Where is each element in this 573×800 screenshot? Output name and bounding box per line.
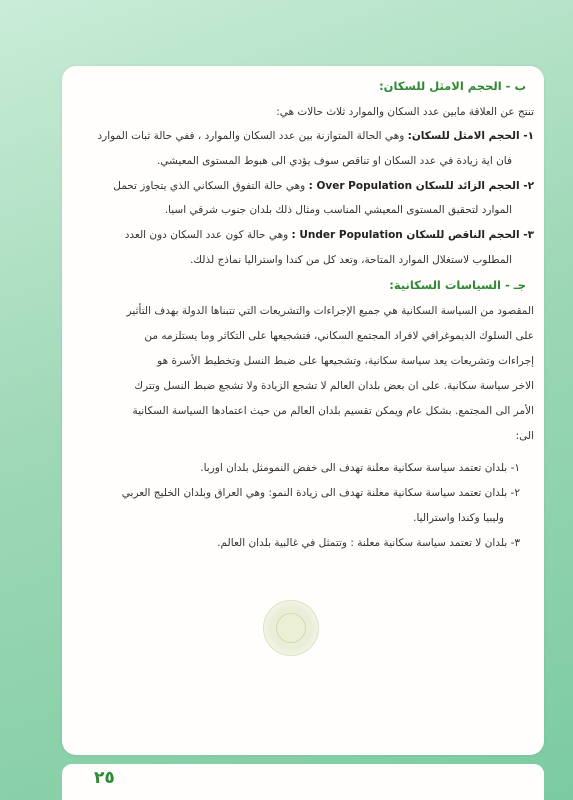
paragraph-line: الأمر الى المجتمع. بشكل عام ويمكن تقسيم بلدان العالم من حيث اعتمادها السياسة السكانية	[132, 405, 534, 417]
list-item-c2: ٢- بلدان تعتمد سياسة سكانية معلنة تهدف الى زيادة النمو: وهي العراق وبلدان الخليج العربي	[121, 487, 520, 499]
seal-inner-ring	[276, 613, 306, 643]
paragraph-line: الى:	[515, 430, 534, 442]
list-item-b1-text: وهي الحالة المتوازنة بين عدد السكان والموارد ، ففي حالة ثبات الموارد	[97, 130, 408, 142]
section-c-heading: جـ - السياسات السكانية:	[389, 278, 526, 292]
section-b-intro: تنتج عن العلاقة مابين عدد السكان والموارد ثلاث حالات هي:	[276, 106, 534, 118]
list-item-b3-line2: المطلوب لاستغلال الموارد المتاحة، وتعد كل من كندا واستراليا نماذج لذلك.	[190, 254, 512, 266]
list-item-b2-lead: ٢- الحجم الزائد للسكان Over Population :	[308, 180, 534, 192]
page-footer	[62, 764, 544, 800]
list-item-b2-line2: الموارد لتحقيق المستوى المعيشي المناسب ومثال ذلك بلدان جنوب شرقي اسيا.	[164, 204, 512, 216]
list-item-c2-cont: وليبيا وكندا واستراليا.	[413, 512, 504, 524]
paragraph-line: المقصود من السياسة السكانية هي جميع الإجراءات والتشريعات التي تتبناها الدولة بهدف التأثير	[126, 305, 534, 317]
paragraph-line: إجراءات وتشريعات يعد سياسة سكانية، وتشجيعها على ضبط النسل وتخطيط الأسرة هو	[157, 355, 534, 367]
list-item-b1-line1	[72, 124, 534, 149]
list-item-b3-line1	[72, 223, 534, 248]
list-item-c3: ٣- بلدان لا تعتمد سياسة سكانية معلنة : وتتمثل في غالبية بلدان العالم.	[217, 537, 520, 549]
paragraph-line: الاخر سياسة سكانية. على ان بعض بلدان العالم لا تشجع الزيادة ولا تشجع ضبط النسل وتترك	[134, 380, 534, 392]
list-item-b2-text: وهي حالة التفوق السكاني الذي يتجاوز تحمل	[113, 180, 309, 192]
list-item-b3-text: وهي حالة كون عدد السكان دون العدد	[124, 229, 292, 241]
list-item-c1: ١- بلدان تعتمد سياسة سكانية معلنة تهدف الى خفض النمومثل بلدان اوربا.	[200, 462, 520, 474]
page-number: ٢٥	[94, 768, 115, 788]
list-item-b2-line1	[72, 174, 534, 199]
list-item-b1-line2: فان اية زيادة في عدد السكان او تناقص سوف يؤدي الى هبوط المستوى المعيشي.	[156, 155, 512, 167]
paragraph-line: على السلوك الديموغرافي لافراد المجتمع السكاني، فتشجيعها على التكاثر وما يستلزمه من	[144, 330, 534, 342]
list-item-b3-lead: ٣- الحجم الناقص للسكان Under Population :	[291, 229, 534, 241]
section-b-heading: ب - الحجم الامثل للسكان:	[379, 79, 526, 93]
watermark-seal-icon	[263, 600, 319, 656]
list-item-b1-lead: ١- الحجم الامثل للسكان:	[407, 130, 534, 142]
